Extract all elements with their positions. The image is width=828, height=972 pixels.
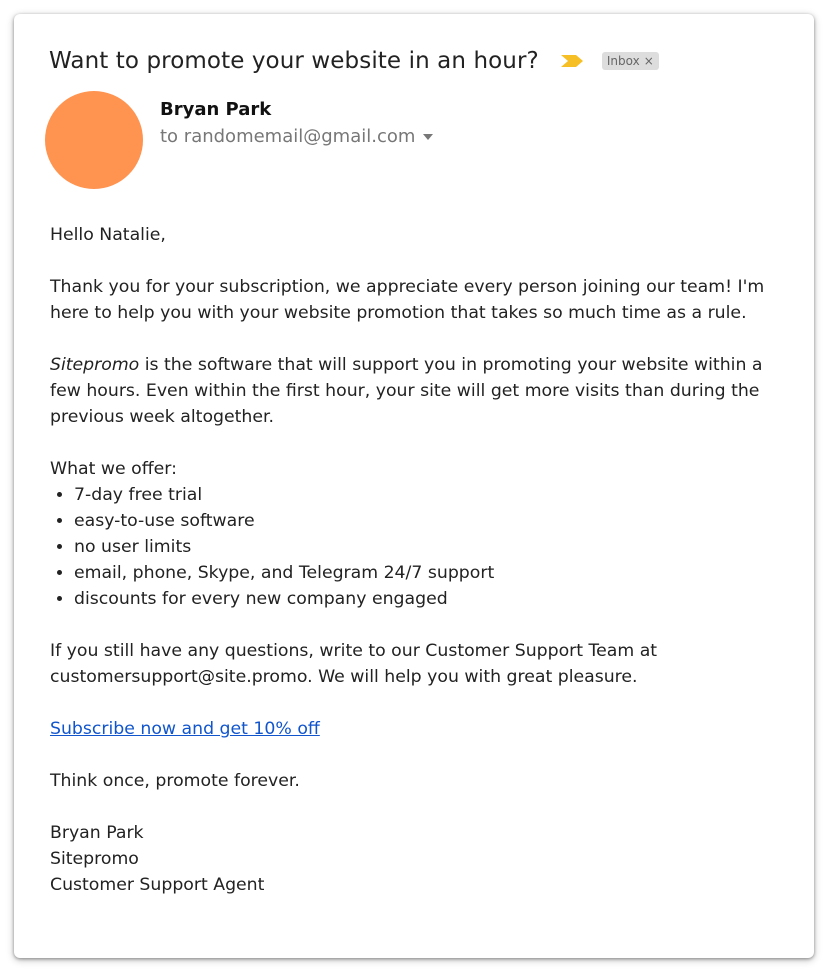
sender-avatar: [45, 91, 143, 189]
sender-name[interactable]: Bryan Park: [160, 99, 272, 120]
cta-paragraph: [50, 716, 770, 742]
offer-item: • 7-day free trial: [74, 482, 770, 508]
offer-item: • discounts for every new company engaged: [74, 586, 770, 612]
signature-title: Customer Support Agent: [50, 875, 265, 895]
offer-item: • no user limits: [74, 534, 770, 560]
offer-heading: What we offer:: [50, 459, 177, 479]
offer-list: [50, 482, 770, 612]
recipient-text: to randomemail@gmail.com: [160, 126, 416, 147]
body-paragraph-3: If you still have any questions, write to our Customer Support Team at customersupport@site.promo. We will help you with great pleasure.: [50, 641, 658, 687]
email-subject: Want to promote your website in an hour?: [49, 48, 539, 74]
email-card: [14, 14, 814, 958]
email-body: [50, 222, 770, 898]
remove-label-icon[interactable]: ×: [643, 54, 654, 68]
body-paragraph-2-text: is the software that will support you in promoting your website within a few hours. Even within the first hour, your site will get more visits than during the previous week altogether.: [50, 355, 763, 427]
body-paragraph-1: Thank you for your subscription, we appreciate every person joining our team! I'm here to help you with your website promotion that takes so much time as a rule.: [50, 277, 765, 323]
signature: [50, 820, 770, 898]
subject-row: [49, 48, 659, 74]
slogan: Think once, promote forever.: [50, 771, 300, 791]
inbox-label-chip: [602, 52, 659, 70]
signature-name: Bryan Park: [50, 823, 144, 843]
body-paragraph-2: [50, 352, 770, 430]
subscribe-link[interactable]: Subscribe now and get 10% off: [50, 719, 320, 739]
offer-item: • email, phone, Skype, and Telegram 24/7 support: [74, 560, 770, 586]
offer-item: • easy-to-use software: [74, 508, 770, 534]
importance-marker-icon[interactable]: [559, 53, 585, 69]
greeting: Hello Natalie,: [50, 225, 166, 245]
inbox-label-text: Inbox: [606, 54, 640, 68]
product-name-emphasis: Sitepromo: [50, 355, 140, 375]
signature-company: Sitepromo: [50, 849, 139, 869]
chevron-down-icon[interactable]: [423, 134, 433, 140]
recipient-row: [160, 126, 433, 147]
